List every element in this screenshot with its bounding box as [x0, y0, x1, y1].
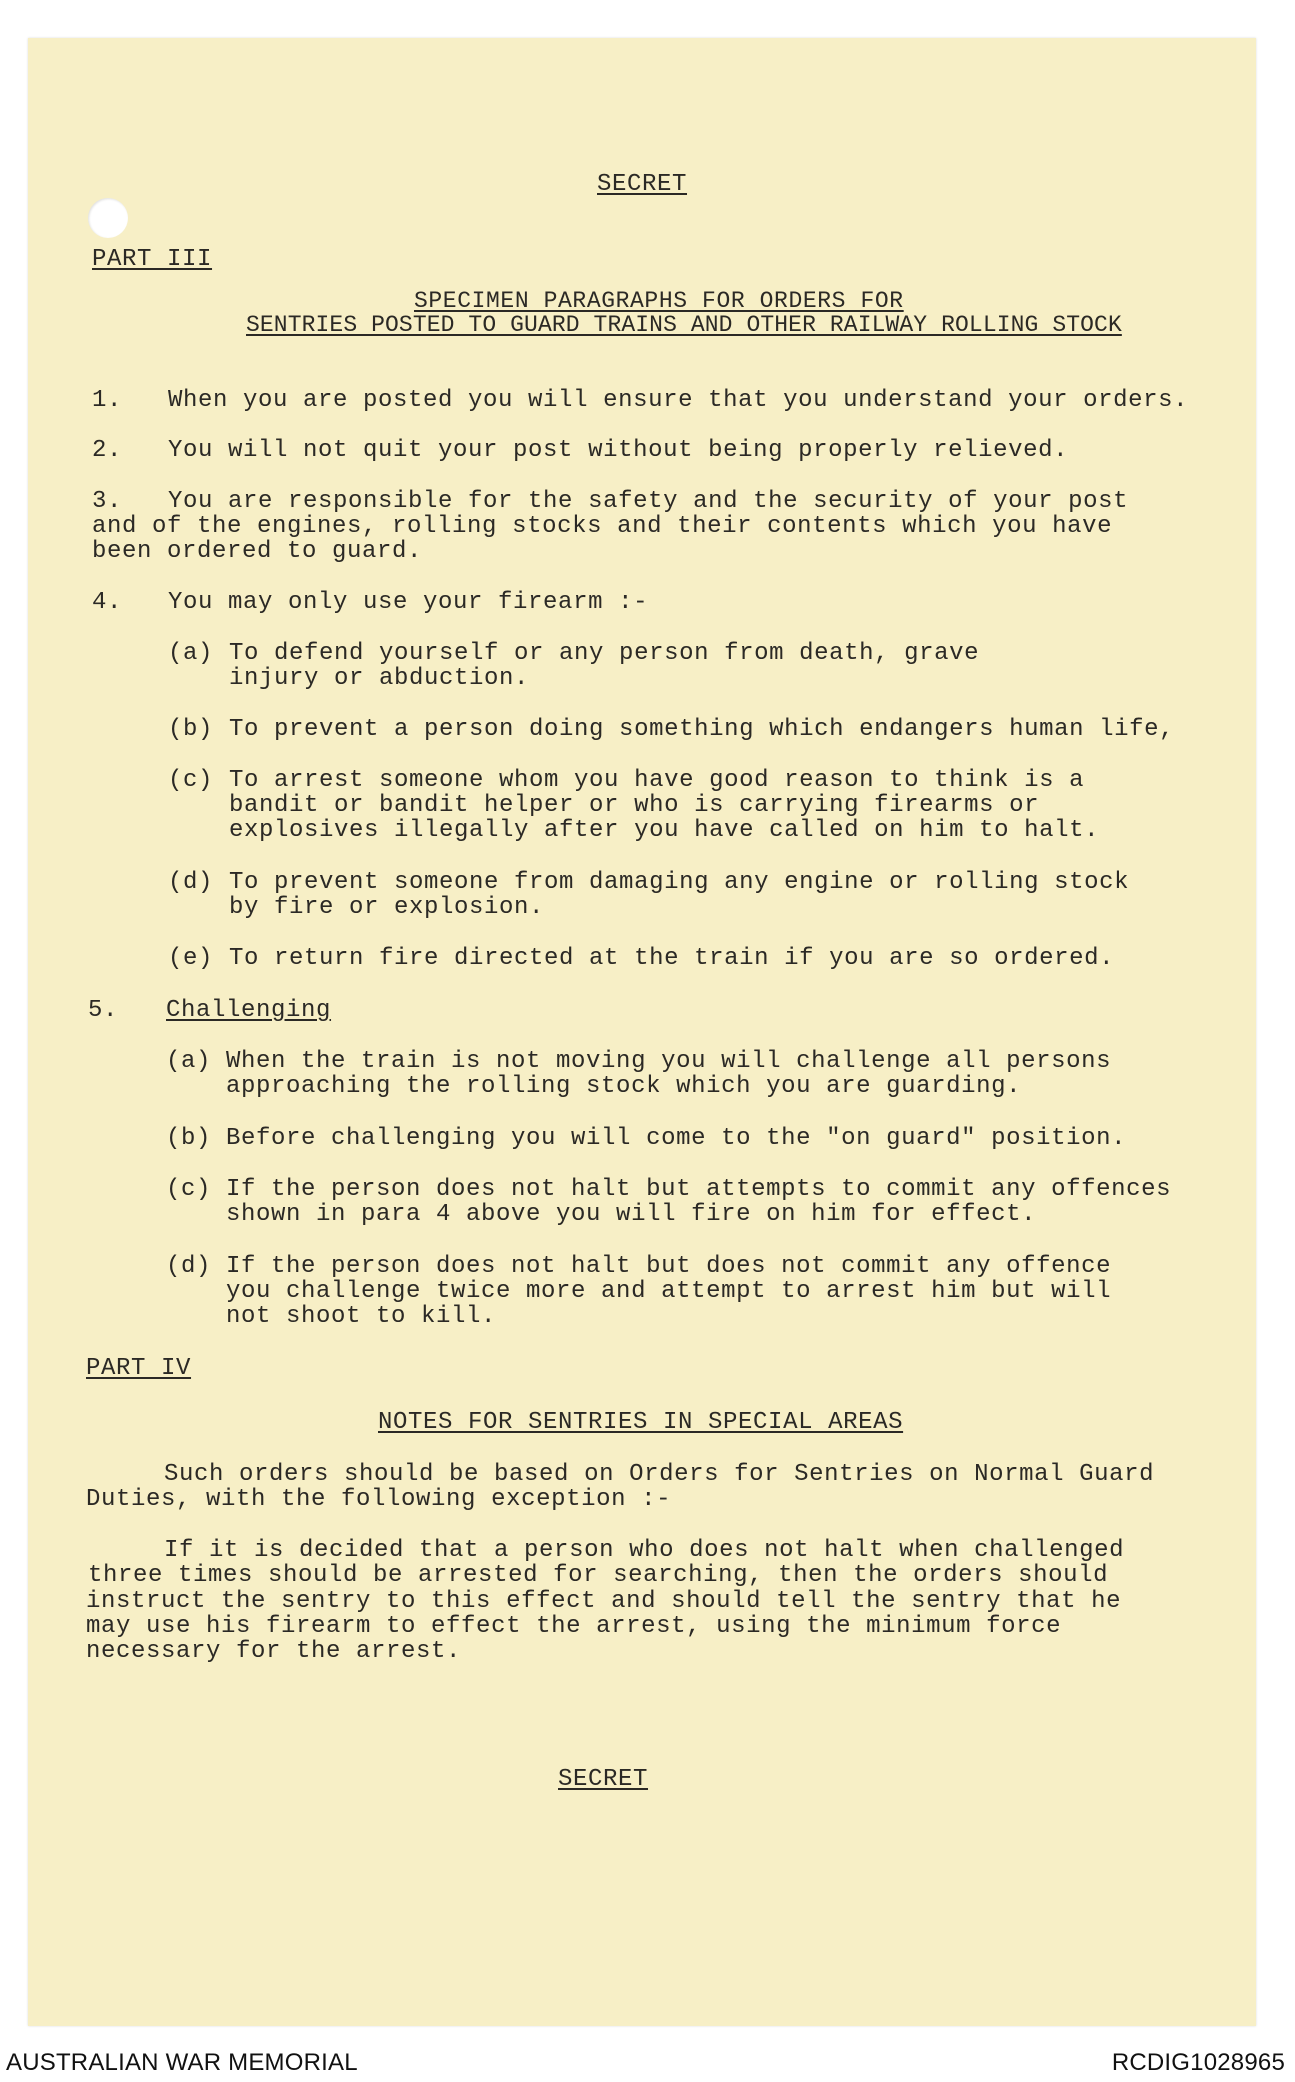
subitem-text-line: explosives illegally after you have called on him to halt. [229, 817, 1100, 844]
item-number: 4. [92, 589, 123, 616]
part-4-label: PART IV [86, 1355, 192, 1382]
subitem-text-line: To return fire directed at the train if you are so ordered. [229, 945, 1115, 972]
subitem-text-line: To arrest someone whom you have good reason to think is a [229, 767, 1085, 794]
item-text: When you are posted you will ensure that you understand your orders. [168, 387, 1189, 414]
subitem-text-line: you challenge twice more and attempt to arrest him but will [226, 1278, 1112, 1305]
item-heading-challenging: Challenging [166, 997, 332, 1024]
paragraph-line: If it is decided that a person who does not halt when challenged [164, 1537, 1125, 1564]
subitem-text-line: To prevent someone from damaging any engine or rolling stock [229, 869, 1130, 896]
item-number: 3. [92, 488, 123, 515]
subitem-label: (b) [166, 1125, 212, 1152]
subitem-label: (d) [166, 1253, 212, 1280]
footer-classification: SECRET [558, 1766, 649, 1793]
part-3-label: PART III [92, 246, 213, 273]
subitem-text-line: To prevent a person doing something which endangers human life, [229, 716, 1175, 743]
part-4-title: NOTES FOR SENTRIES IN SPECIAL AREAS [378, 1409, 904, 1436]
subitem-text-line: by fire or explosion. [229, 894, 545, 921]
item-text: You will not quit your post without being properly relieved. [168, 437, 1069, 464]
subitem-label: (d) [168, 869, 214, 896]
subitem-label: (c) [166, 1176, 212, 1203]
part-3-title-line2: SENTRIES POSTED TO GUARD TRAINS AND OTHER RAILWAY ROLLING STOCK [246, 312, 1122, 338]
item-number: 5. [88, 997, 119, 1024]
archive-item-id: RCDIG1028965 [1111, 2049, 1285, 2076]
subitem-text-line: injury or abduction. [229, 665, 530, 692]
subitem-text-line: When the train is not moving you will challenge all persons [226, 1048, 1112, 1075]
subitem-text-line: not shoot to kill. [226, 1303, 497, 1330]
subitem-text-line: approaching the rolling stock which you are guarding. [226, 1073, 1022, 1100]
archive-institution: AUSTRALIAN WAR MEMORIAL [6, 2049, 358, 2076]
paragraph-line: may use his firearm to effect the arrest, using the minimum force [86, 1613, 1062, 1640]
subitem-text-line: If the person does not halt but does not commit any offence [226, 1253, 1112, 1280]
punch-hole [88, 198, 128, 238]
subitem-label: (a) [166, 1048, 212, 1075]
subitem-text-line: shown in para 4 above you will fire on him for effect. [226, 1201, 1037, 1228]
item-number: 1. [92, 387, 123, 414]
item-text-line: You are responsible for the safety and the security of your post [168, 488, 1129, 515]
item-text: You may only use your firearm :- [168, 589, 649, 616]
item-number: 2. [92, 437, 123, 464]
subitem-text-line: Before challenging you will come to the "on guard" position. [226, 1125, 1127, 1152]
paragraph-line: necessary for the arrest. [86, 1638, 462, 1665]
subitem-text-line: If the person does not halt but attempts to commit any offences [226, 1176, 1172, 1203]
subitem-label: (c) [168, 767, 214, 794]
subitem-label: (a) [168, 640, 214, 667]
paragraph-line: Such orders should be based on Orders for Sentries on Normal Guard [164, 1461, 1155, 1488]
part-3-title-line1: SPECIMEN PARAGRAPHS FOR ORDERS FOR [414, 288, 904, 314]
paragraph-line: Duties, with the following exception :- [86, 1486, 672, 1513]
subitem-label: (e) [168, 945, 214, 972]
subitem-text-line: To defend yourself or any person from death, grave [229, 640, 980, 667]
subitem-text-line: bandit or bandit helper or who is carrying firearms or [229, 792, 1040, 819]
item-text-line: and of the engines, rolling stocks and their contents which you have [92, 513, 1113, 540]
paragraph-line: three times should be arrested for searching, then the orders should [88, 1562, 1109, 1589]
subitem-label: (b) [168, 716, 214, 743]
header-classification: SECRET [597, 171, 688, 198]
item-text-line: been ordered to guard. [92, 538, 423, 565]
paragraph-line: instruct the sentry to this effect and should tell the sentry that he [86, 1588, 1122, 1615]
